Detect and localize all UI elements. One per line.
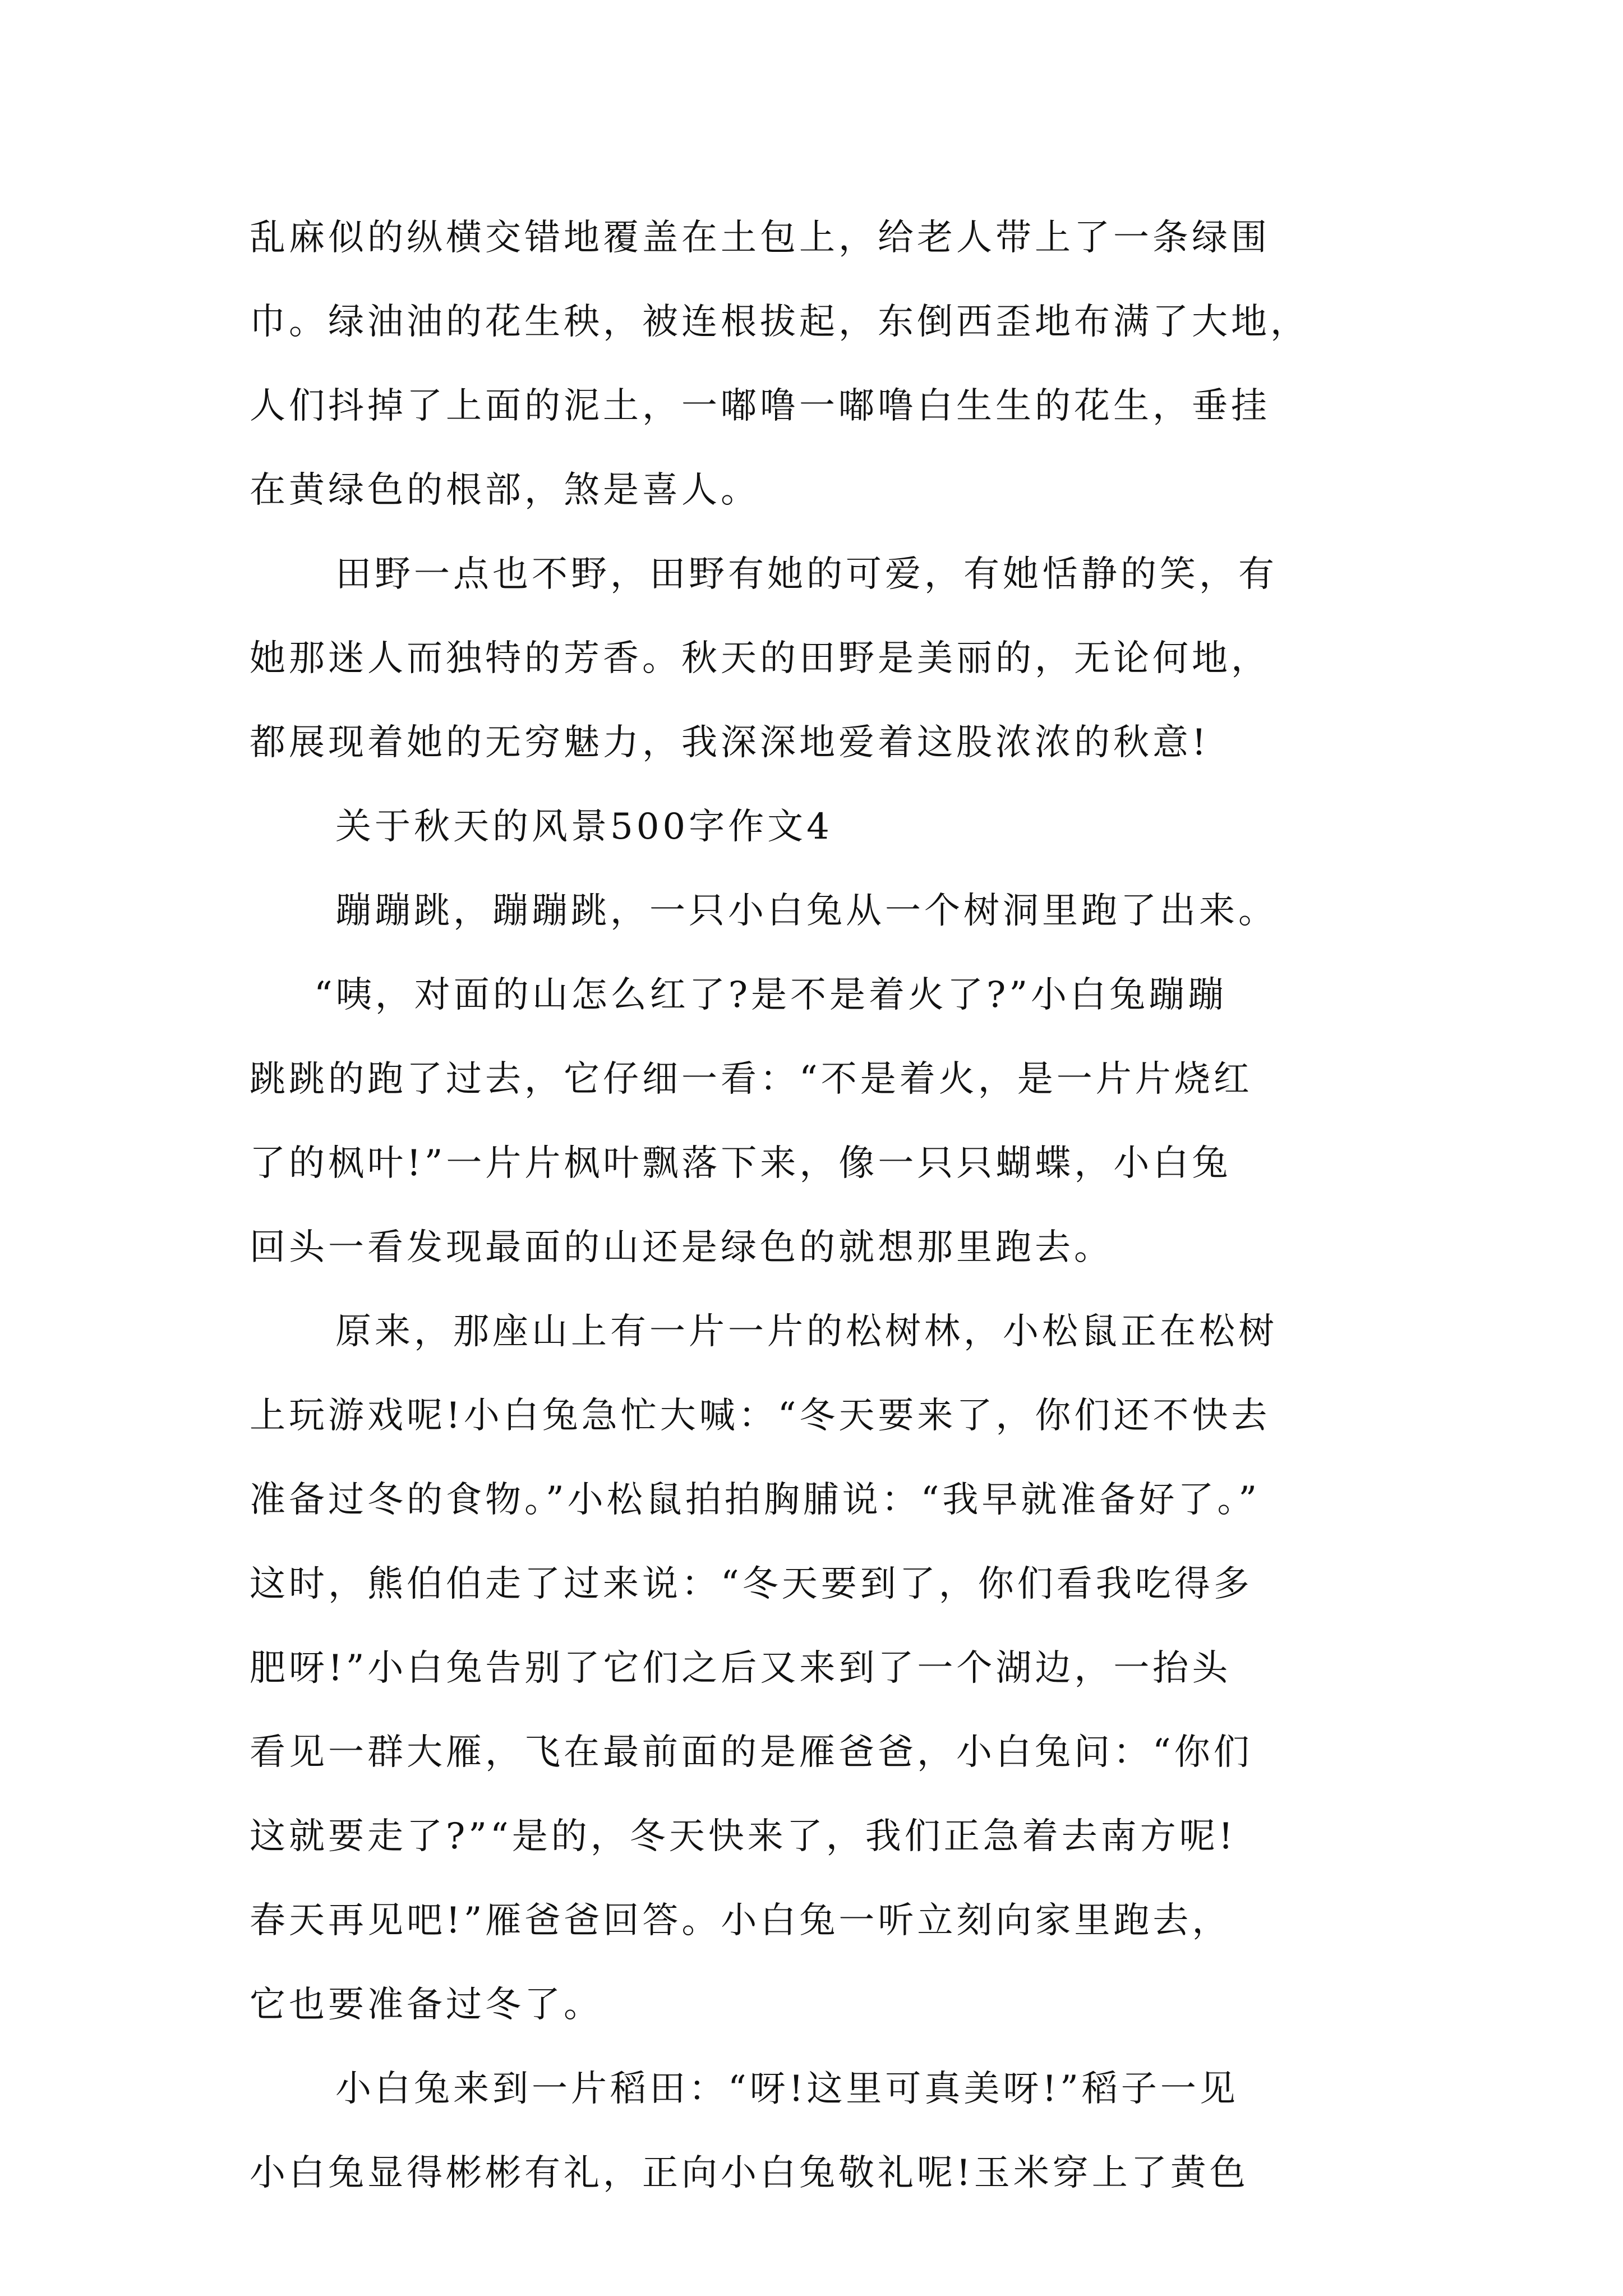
text-line-7: 都展现着她的无穷魅力，我深深地爱着这股浓浓的秋意!	[250, 722, 1210, 763]
text-line-20: 这就要走了?”“是的，冬天快来了，我们正急着去南方呢!	[250, 1816, 1237, 1857]
text-line-9: 蹦蹦跳，蹦蹦跳，一只小白兔从一个树洞里跑了出来。	[335, 890, 1278, 932]
text-line-1: 乱麻似的纵横交错地覆盖在土包上，给老人带上了一条绿围	[250, 217, 1270, 259]
text-line-11: 跳跳的跑了过去，它仔细一看：“不是着火，是一片片烧红	[250, 1059, 1253, 1100]
text-line-13: 回头一看发现最面的山还是绿色的就想那里跑去。	[250, 1227, 1113, 1268]
text-line-22: 它也要准备过冬了。	[250, 1984, 603, 2026]
text-line-10: “咦，对面的山怎么红了?是不是着火了?”小白兔蹦蹦	[314, 974, 1228, 1016]
text-line-14: 原来，那座山上有一片一片的松树林，小松鼠正在松树	[335, 1311, 1278, 1352]
text-line-4: 在黄绿色的根部，煞是喜人。	[250, 470, 760, 511]
text-line-17: 这时，熊伯伯走了过来说：“冬天要到了，你们看我吃得多	[250, 1563, 1253, 1605]
text-line-19: 看见一群大雁，飞在最前面的是雁爸爸，小白兔问：“你们	[250, 1732, 1253, 1773]
text-line-6: 她那迷人而独特的芳香。秋天的田野是美丽的，无论何地，	[250, 638, 1270, 679]
text-line-24: 小白兔显得彬彬有礼，正向小白兔敬礼呢!玉米穿上了黄色	[250, 2152, 1249, 2194]
text-line-23: 小白兔来到一片稻田：“呀!这里可真美呀!”稻子一见	[335, 2068, 1239, 2110]
text-line-21: 春天再见吧!”雁爸爸回答。小白兔一听立刻向家里跑去，	[250, 1900, 1232, 1941]
text-line-18: 肥呀!”小白兔告别了它们之后又来到了一个湖边，一抬头	[250, 1648, 1232, 1689]
text-line-5: 田野一点也不野，田野有她的可爱，有她恬静的笑，有	[335, 554, 1278, 595]
text-line-3: 人们抖掉了上面的泥土，一嘟噜一嘟噜白生生的花生，垂挂	[250, 385, 1270, 427]
text-line-16: 准备过冬的食物。”小松鼠拍拍胸脯说：“我早就准备好了。”	[250, 1479, 1261, 1521]
section-heading: 关于秋天的风景500字作文4	[335, 806, 833, 848]
text-line-15: 上玩游戏呢!小白兔急忙大喊：“冬天要来了，你们还不快去	[250, 1395, 1271, 1437]
text-line-12: 了的枫叶!”一片片枫叶飘落下来，像一只只蝴蝶，小白兔	[250, 1143, 1232, 1184]
text-line-2: 巾。绿油油的花生秧，被连根拔起，东倒西歪地布满了大地，	[250, 301, 1310, 343]
